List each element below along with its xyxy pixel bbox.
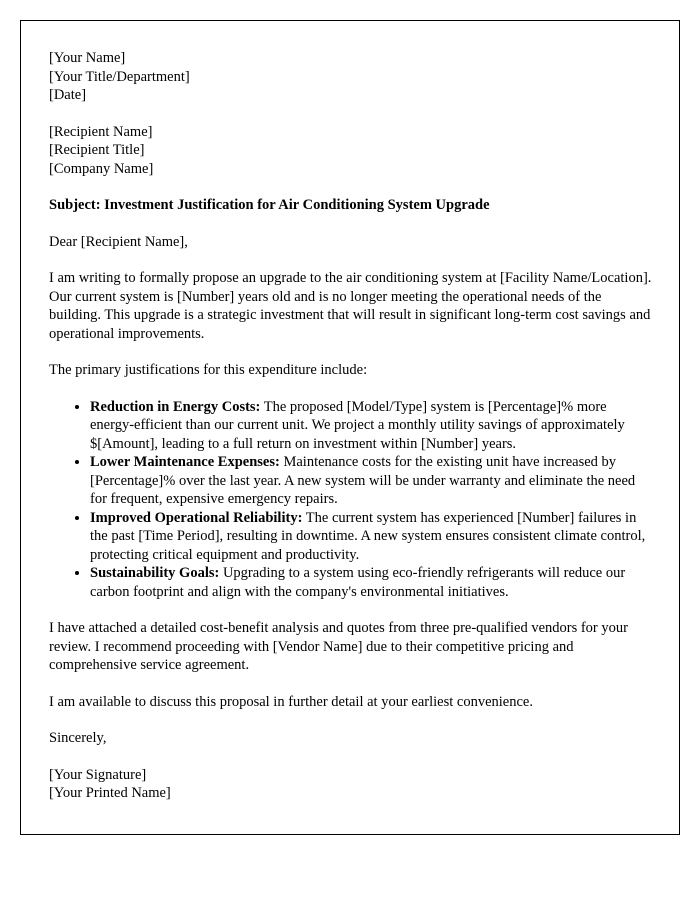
bullet-label: Sustainability Goals: <box>90 565 220 581</box>
sender-title: [Your Title/Department] <box>49 68 190 85</box>
recipient-company: [Company Name] <box>49 160 154 177</box>
bullet-label: Lower Maintenance Expenses: <box>90 454 280 470</box>
salutation: Dear [Recipient Name], <box>49 233 188 250</box>
sender-block <box>49 49 653 105</box>
intro-paragraph: I am writing to formally propose an upgrade to the air conditioning system at [Facility Name/Location]. Our current system is [Number] years old and is no longer meeting the operational needs of the building. This upgrade is a strategic investment that will result in significant long-term cost savings and operational improvements. <box>49 270 652 342</box>
signature-line: [Your Signature] <box>49 766 147 783</box>
list-item <box>90 509 653 565</box>
justification-lead-paragraph: The primary justifications for this expenditure include: <box>49 362 368 378</box>
list-item <box>90 564 653 601</box>
recipient-title: [Recipient Title] <box>49 142 145 158</box>
subject-line: Subject: Investment Justification for Air Conditioning System Upgrade <box>49 197 490 213</box>
availability-paragraph: I am available to discuss this proposal in further detail at your earliest convenience. <box>49 693 533 710</box>
list-item <box>90 398 653 454</box>
closing: Sincerely, <box>49 730 107 746</box>
list-item <box>90 453 653 509</box>
bullet-text: The proposed [Model/Type] system is [Percentage]% more energy-efficient than our current unit. We project a monthly utility savings of approximately $[Amount], leading to a full return on investment within [Number] years. <box>90 398 625 452</box>
attachment-paragraph: I have attached a detailed cost-benefit analysis and quotes from three pre-qualified vendors for your review. I recommend proceeding with [Vendor Name] due to their competitive pricing and comprehensive service agreement. <box>49 620 628 673</box>
signature-block <box>49 766 653 803</box>
letter-body <box>20 20 680 835</box>
recipient-block <box>49 123 653 179</box>
bullet-text: The current system has experienced [Number] failures in the past [Time Period], resulting in downtime. A new system ensures consistent climate control, protecting critical equipment and productivity. <box>90 509 646 563</box>
bullet-text: Upgrading to a system using eco-friendly refrigerants will reduce our carbon footprint and align with the company's environmental initiatives. <box>90 565 626 600</box>
recipient-name: [Recipient Name] <box>49 123 153 140</box>
justification-list <box>49 398 653 602</box>
bullet-text: Maintenance costs for the existing unit have increased by [Percentage]% over the last year. A new system will be under warranty and eliminate the need for frequent, expensive emergency repairs. <box>90 454 636 507</box>
sender-name: [Your Name] <box>49 50 126 66</box>
printed-name-line: [Your Printed Name] <box>49 785 171 801</box>
bullet-label: Improved Operational Reliability: <box>90 509 303 526</box>
bullet-label: Reduction in Energy Costs: <box>90 398 261 415</box>
letter-date: [Date] <box>49 87 87 103</box>
